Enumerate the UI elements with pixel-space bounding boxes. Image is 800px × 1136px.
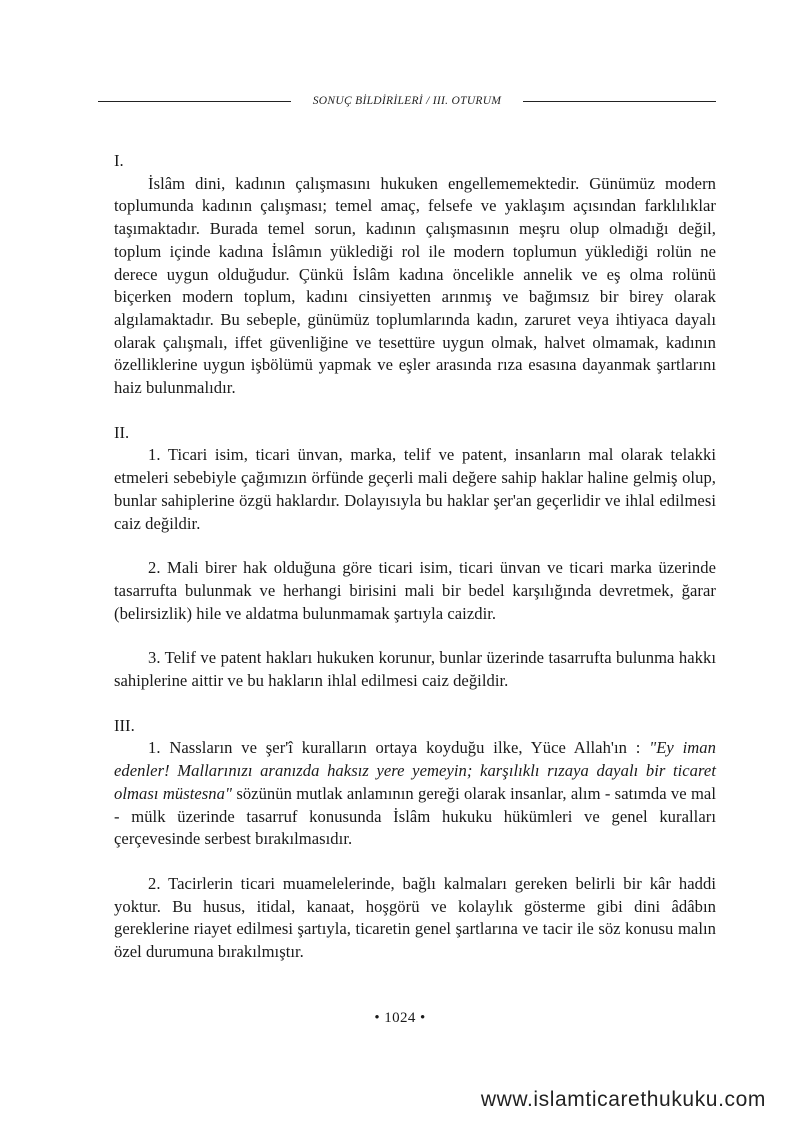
section-2-paragraph-1: 1. Ticari isim, ticari ünvan, marka, telif ve patent, insanların mal olarak telakki etmeleri sebebiyle çağımızın örfünde geçerli mali değere sahip haklar haline gelmiş olup, bunlar sahiplerine özgü haklardır. Dolayısıyla bu haklar şer'an geçerlidir ve ihlal edilmesi caiz değildir. — [114, 445, 716, 533]
document-body — [114, 150, 716, 964]
running-header — [98, 90, 716, 112]
section-1-paragraph: İslâm dini, kadının çalışmasını hukuken engellememektedir. Günümüz modern toplumunda kadının çalışması; temel amaç, felsefe ve yaklaşım açısından farklılıklar taşımaktadır. Burada temel sorun, kadının çalışmasının meşru olup olmadığı değil, toplum içinde kadına İslâmın yüklediği rol ile modern toplumun yüklediği rolün ne derece uygun olduğudur. Çünkü İslâm kadına öncelikle annelik ve eş olma rolünü biçerken modern toplum, kadını cinsiyetten arınmış ve bağımsız bir birey olarak algılamaktadır. Bu sebeple, günümüz toplumlarında kadın, zaruret veya ihtiyaca dayalı olarak çalışmalı, iffet güvenliğine ve tesettüre uygun olmak, halvet olmamak, kadının özelliklerine uygun işbölümü yapmak ve eşler arasında rıza esasına dayanmak şartlarını haiz bulunmalıdır. — [114, 173, 716, 398]
section-3-p1-rest: sözünün mutlak anlamının gereği olarak insanlar, alım - satımda ve mal - mülk üzerinde tasarruf konusunda İslâm hukuku hükümleri ve genel kuralları çerçevesinde serbest bırakılmasıdır. — [114, 783, 717, 849]
quran-quote: "Ey iman edenler! Mallarınızı aranızda haksız yere yemeyin; karşılıklı rızaya dayalı bir ticaret olması müstesna" — [114, 738, 716, 803]
section-2-paragraph-2: 2. Mali birer hak olduğuna göre ticari isim, ticari ünvan ve ticari marka üzerinde tasarrufta bulunmak ve herhangi birisini mali bir bedel karşılığında devretmek, ğarar (belirsizlik) hile ve aldatma bulunmamak şartıyla caizdir. — [114, 558, 716, 623]
section-3-paragraph-1 — [114, 737, 716, 851]
section-1-number: I. — [114, 151, 124, 170]
section-3-number: III. — [114, 715, 135, 735]
section-3-paragraph-2: 2. Tacirlerin ticari muamelelerinde, bağlı kalmaları gereken belirli bir kâr haddi yoktur. Bu husus, itidal, kanaat, hoşgörü ve kolaylık gösterme gibi dini âdâbın gereklerine riayet edilmesi şartıyla, ticaretin genel şartlarına ve tacir ile söz konusu malın özel durumuna bırakılmıştır. — [114, 873, 716, 962]
header-rule-right — [523, 101, 716, 102]
header-rule-left — [98, 101, 291, 102]
section-3-p1-intro: 1. Nassların ve şer'î kuralların ortaya koyduğu ilke, Yüce Allah'ın : — [148, 738, 650, 758]
section-2-paragraph-3: 3. Telif ve patent hakları hukuken korunur, bunlar üzerinde tasarrufta bulunma hakkı sahiplerine aittir ve bu hakların ihlal edilmesi caiz değildir. — [114, 648, 716, 691]
header-title: SONUÇ BİLDİRİLERİ / III. OTURUM — [312, 95, 502, 107]
section-2-number: II. — [114, 422, 130, 442]
website-watermark: www.islamticarethukuku.com — [480, 1088, 766, 1111]
page-number: • 1024 • — [374, 1010, 426, 1026]
